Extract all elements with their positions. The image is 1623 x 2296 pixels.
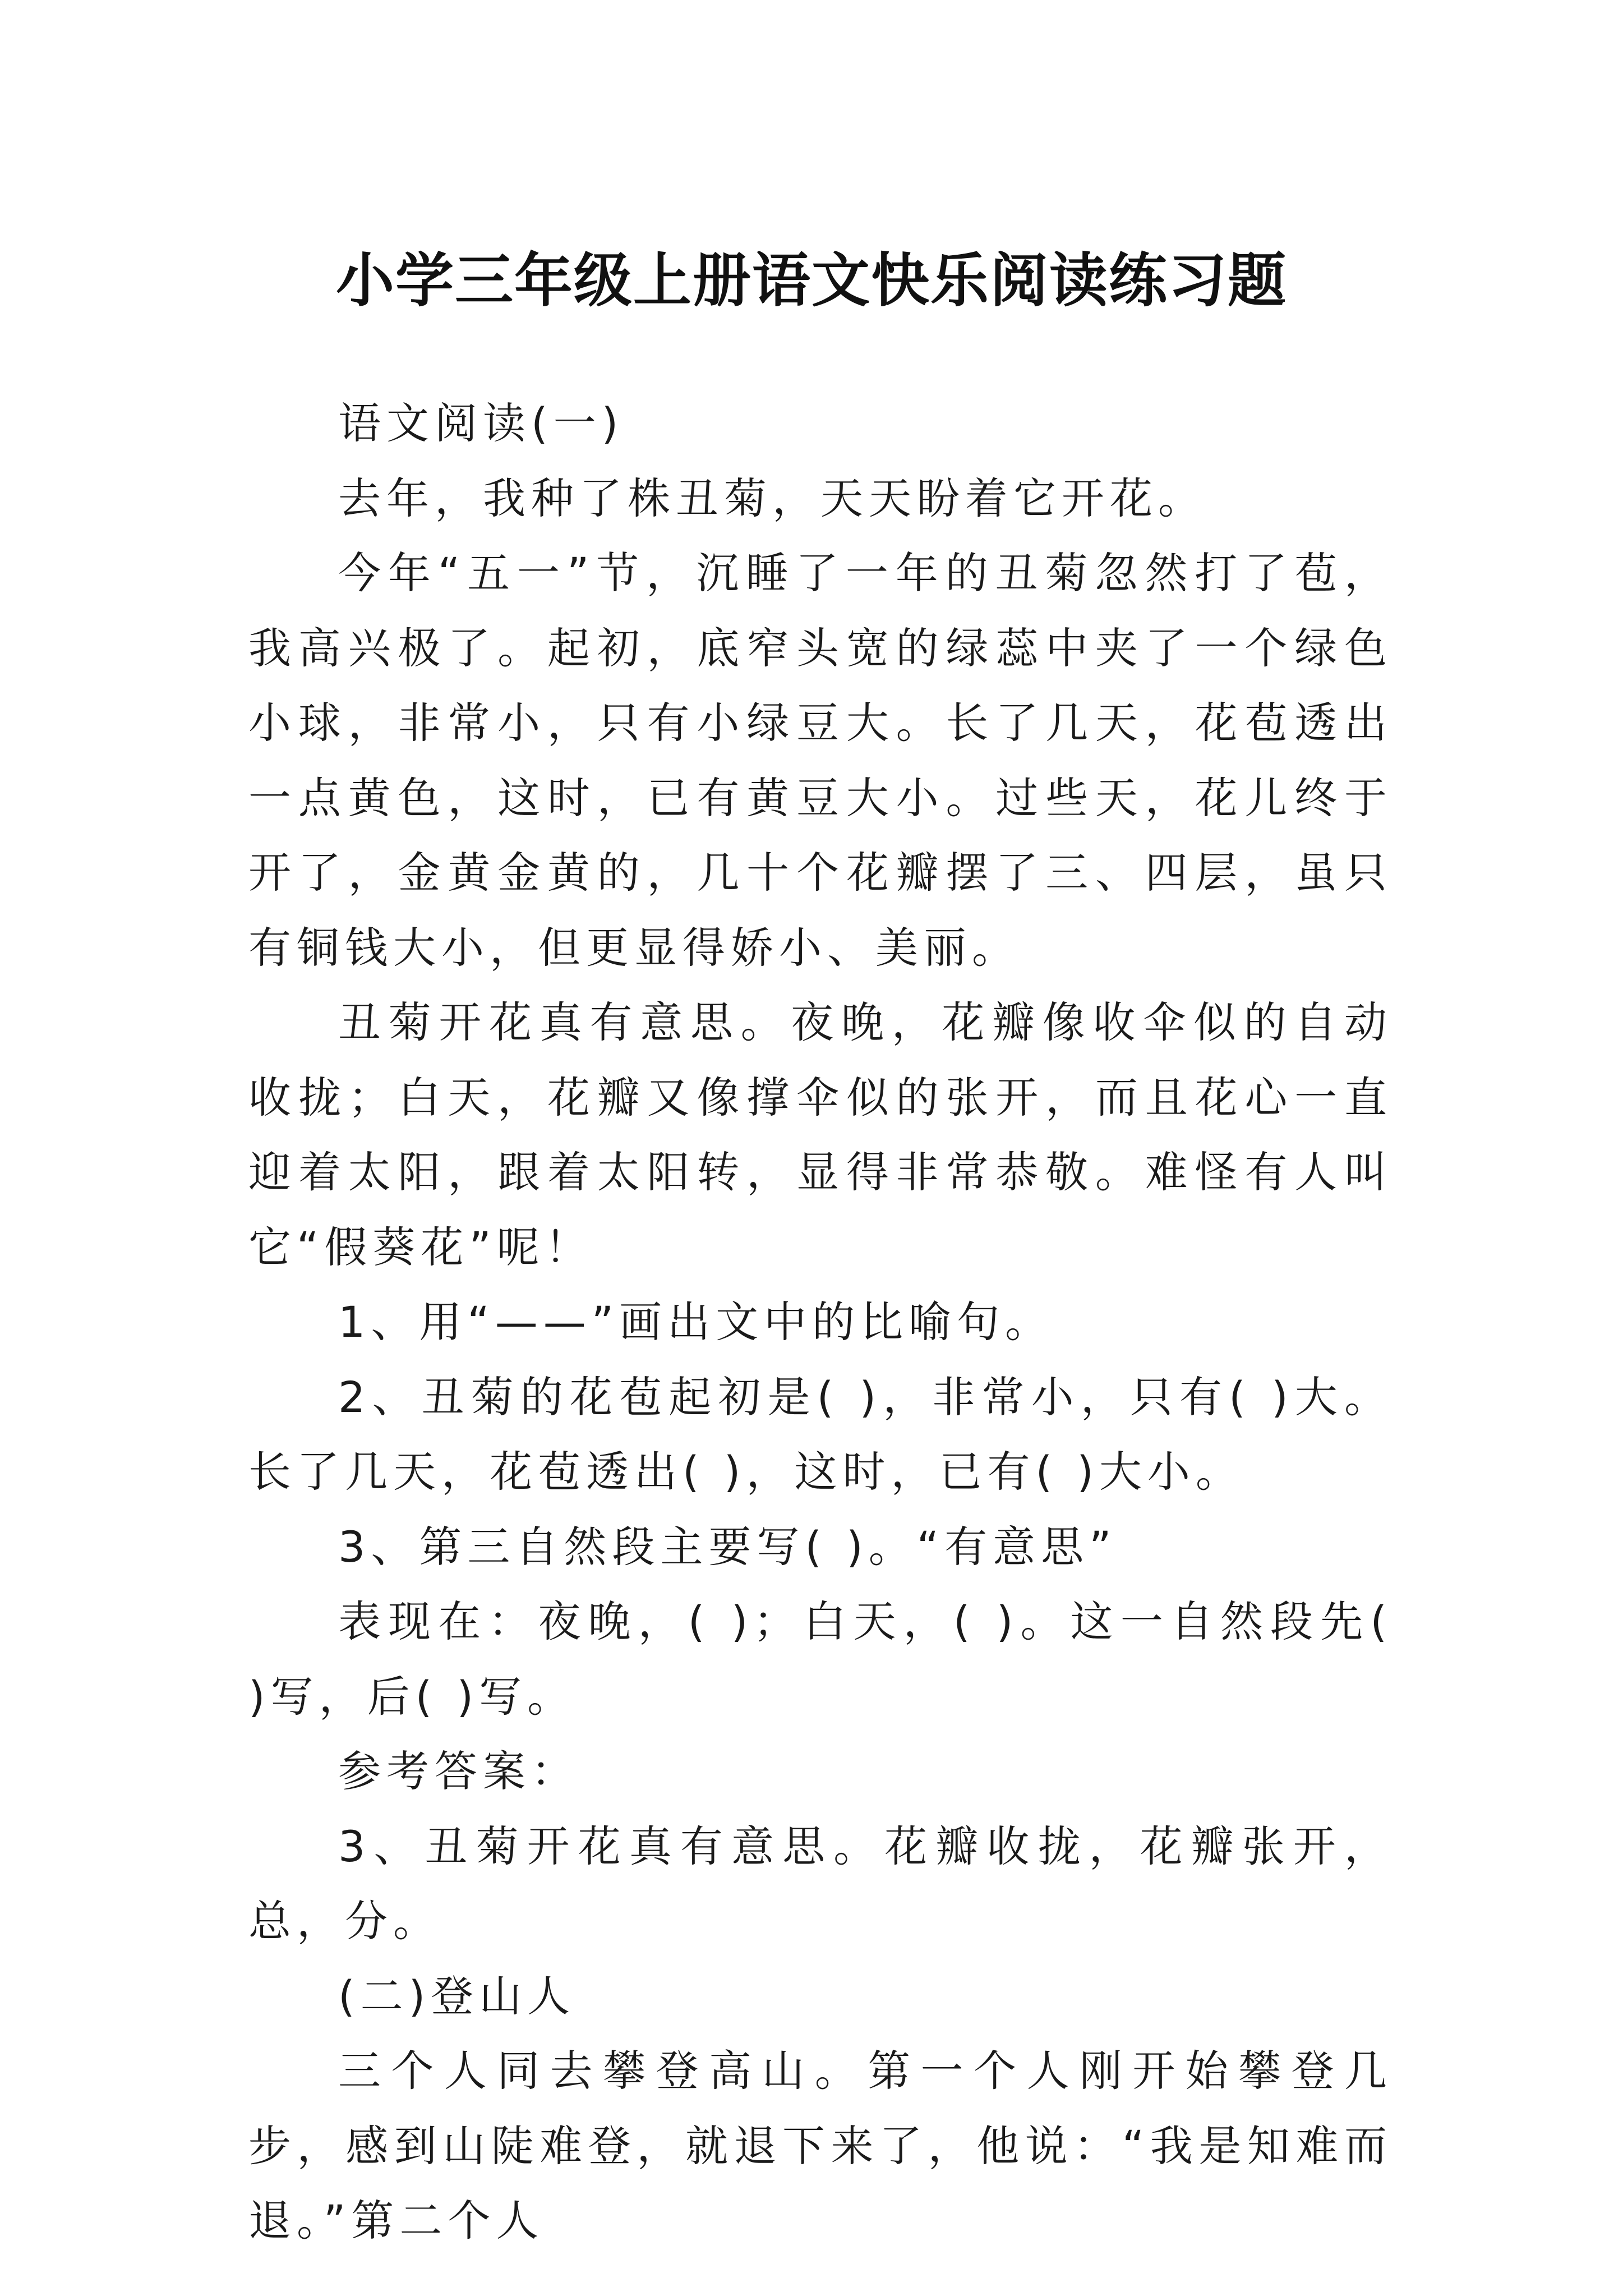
document-title: 小学三年级上册语文快乐阅读练习题 (335, 245, 1287, 315)
answer-heading: 参考答案： (338, 1746, 579, 1796)
question-3-continued: 表现在：夜晚，( )；白天，( )。这一自然段先( )写，后( )写。 (248, 1596, 1393, 1722)
paragraph: 丑菊开花真有意思。夜晚，花瓣像收伞似的自动收拢；白天，花瓣又像撑伞似的张开，而且花心一直迎着太阳，跟着太阳转，显得非常恭敬。难怪有人叫它“假葵花”呢！ (248, 997, 1393, 1272)
question-2: 2、丑菊的花苞起初是( )，非常小，只有( )大。长了几天，花苞透出( )，这时，已有( )大小。 (248, 1372, 1393, 1497)
answer-3: 3、丑菊开花真有意思。花瓣收拢，花瓣张开，总，分。 (248, 1821, 1393, 1946)
question-1: 1、用“——”画出文中的比喻句。 (338, 1297, 1054, 1347)
paragraph: 三个人同去攀登高山。第一个人刚开始攀登几步，感到山陡难登，就退下来了，他说：“我是知难而退。”第二个人 (248, 2046, 1393, 2246)
section-heading-1: 语文阅读(一) (338, 398, 624, 448)
paragraph: 去年，我种了株丑菊，天天盼着它开花。 (338, 473, 1206, 523)
document-body (248, 386, 1393, 2258)
paragraph: 今年“五一”节，沉睡了一年的丑菊忽然打了苞，我高兴极了。起初，底窄头宽的绿蕊中夹了一个绿色小球，非常小，只有小绿豆大。长了几天，花苞透出一点黄色，这时，已有黄豆大小。过些天，花儿终于开了，金黄金黄的，几十个花瓣摆了三、四层，虽只有铜钱大小，但更显得娇小、美丽。 (248, 548, 1393, 973)
section-heading-2: (二)登山人 (338, 1971, 576, 2021)
question-3: 3、第三自然段主要写( )。“有意思” (338, 1521, 1117, 1572)
